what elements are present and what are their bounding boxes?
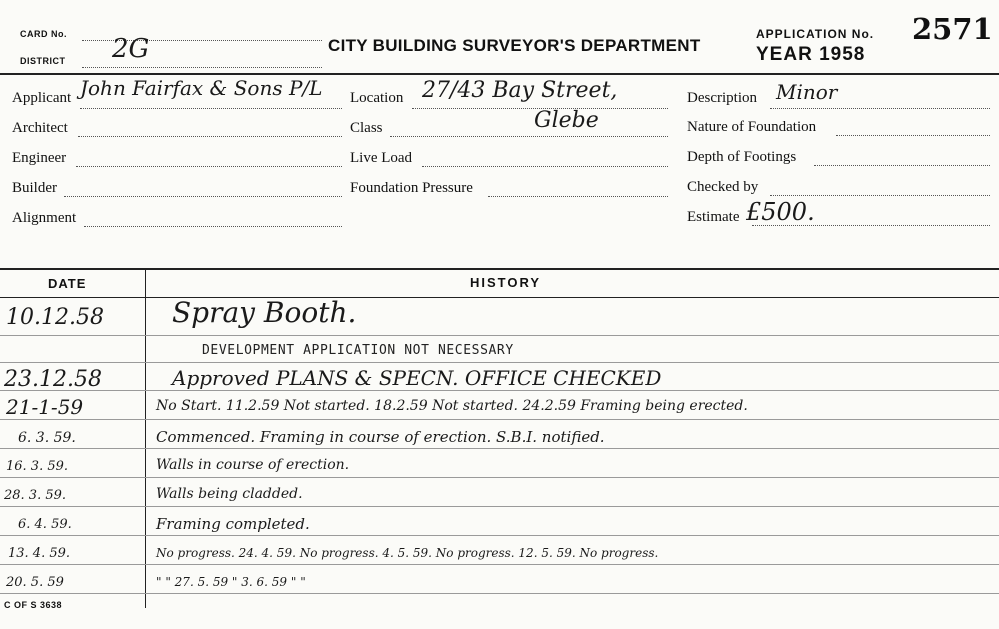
row-history: " " 27. 5. 59 " 3. 6. 59 " " <box>156 575 306 589</box>
description-line <box>770 108 990 109</box>
live-load-label: Live Load <box>350 150 413 166</box>
row-date: 13. 4. 59. <box>8 546 71 561</box>
location-value-suburb: Glebe <box>534 108 599 133</box>
class-label: Class <box>350 120 383 136</box>
row-history: Walls being cladded. <box>156 486 303 502</box>
row-history: Commenced. Framing in course of erection. S.B.I. notified. <box>156 428 605 446</box>
application-no-label: APPLICATION No. <box>756 27 875 41</box>
estimate-label: Estimate <box>687 209 740 225</box>
date-column-header: DATE <box>48 276 87 291</box>
applicant-label: Applicant <box>12 90 72 106</box>
depth-line <box>814 165 990 166</box>
application-number: 2571 <box>912 12 993 46</box>
checked-by-label: Checked by <box>687 179 759 195</box>
foundation-pressure-label: Foundation Pressure <box>350 180 473 196</box>
year-label: YEAR 1958 <box>756 44 866 65</box>
row-history: Spray Booth. <box>172 296 357 329</box>
location-label: Location <box>350 90 404 106</box>
ruled-line <box>0 593 999 594</box>
applicant-line <box>80 108 342 109</box>
applicant-value: John Fairfax & Sons P/L <box>80 76 323 100</box>
foundation-pressure-line <box>488 196 668 197</box>
row-date: 20. 5. 59 <box>6 575 64 590</box>
history-top-rule <box>0 268 999 270</box>
ruled-line <box>0 448 999 449</box>
card-no-label: CARD No. <box>20 29 67 39</box>
row-history: No progress. 24. 4. 59. No progress. 4. 5. 59. No progress. 12. 5. 59. No progress. <box>156 546 659 560</box>
row-date: 6. 3. 59. <box>18 430 76 446</box>
description-label: Description <box>687 90 757 106</box>
row-history: No Start. 11.2.59 Not started. 18.2.59 Not started. 24.2.59 Framing being erected. <box>156 398 748 414</box>
history-header-rule <box>0 297 999 298</box>
row-history: Walls in course of erection. <box>156 457 350 473</box>
builder-line <box>64 196 342 197</box>
nature-line <box>836 135 990 136</box>
depth-of-footings-label: Depth of Footings <box>687 149 797 165</box>
location-value: 27/43 Bay Street, <box>422 78 618 103</box>
form-code: C OF S 3638 <box>4 600 63 610</box>
ruled-line <box>0 419 999 420</box>
estimate-value: £500. <box>746 198 815 226</box>
ruled-line <box>0 362 999 363</box>
ruled-line <box>0 506 999 507</box>
ruled-line <box>0 477 999 478</box>
architect-label: Architect <box>12 120 68 136</box>
live-load-line <box>422 166 668 167</box>
location-line <box>412 108 668 109</box>
row-date: 23.12.58 <box>4 367 102 392</box>
district-line <box>82 67 322 68</box>
department-title: CITY BUILDING SURVEYOR'S DEPARTMENT <box>328 36 701 55</box>
architect-line <box>78 136 342 137</box>
alignment-label: Alignment <box>12 210 77 226</box>
checked-line <box>770 195 990 196</box>
estimate-line <box>752 225 990 226</box>
district-value: 2G <box>112 34 150 64</box>
row-date: 21-1-59 <box>6 395 84 419</box>
stamp-development: DEVELOPMENT APPLICATION NOT NECESSARY <box>202 343 514 358</box>
ruled-line <box>0 564 999 565</box>
row-history: Framing completed. <box>156 515 310 533</box>
row-date: 6. 4. 59. <box>18 517 72 532</box>
builder-label: Builder <box>12 180 57 196</box>
alignment-line <box>84 226 342 227</box>
engineer-label: Engineer <box>12 150 67 166</box>
row-date: 16. 3. 59. <box>6 459 69 474</box>
row-date: 10.12.58 <box>6 305 104 330</box>
date-column-divider <box>145 268 146 608</box>
description-value: Minor <box>776 80 838 104</box>
district-label: DISTRICT <box>20 56 66 66</box>
row-history: Approved PLANS & SPECN. OFFICE CHECKED <box>172 366 662 390</box>
header-divider <box>0 73 999 75</box>
nature-of-foundation-label: Nature of Foundation <box>687 119 817 135</box>
class-line <box>390 136 668 137</box>
history-column-header: HISTORY <box>470 275 542 290</box>
row-date: 28. 3. 59. <box>4 488 67 503</box>
ruled-line <box>0 535 999 536</box>
engineer-line <box>76 166 342 167</box>
ruled-line <box>0 335 999 336</box>
ruled-line <box>0 390 999 391</box>
